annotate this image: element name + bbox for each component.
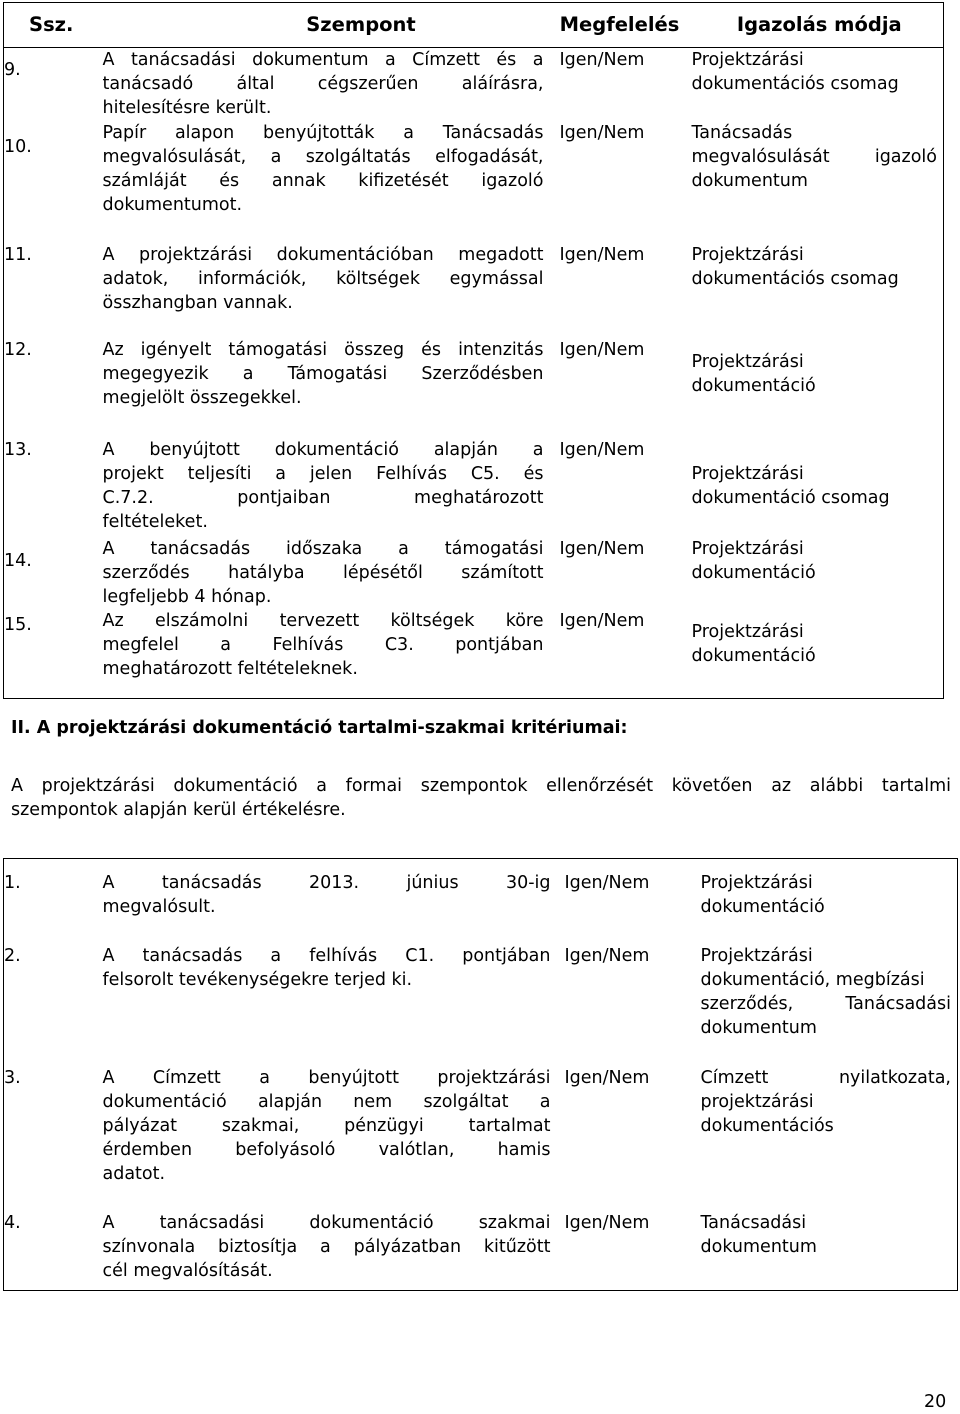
row-proof [686,48,944,121]
proof-line: Címzett nyilatkozata, [700,1067,951,1088]
criterion-line: számláját és annak kifizetését igazoló [102,170,544,191]
proof-line: Projektzárási [691,463,804,484]
row-criterion [99,425,554,535]
proof-line: dokumentáció [700,897,825,917]
proof-line: dokumentum [691,170,808,191]
header-ssz: Ssz. [4,3,99,48]
criteria-table-formal [3,2,944,699]
criterion-line: dokumentáció alapján nem szolgáltat a [102,1091,551,1112]
criterion-line: adatot. [102,1163,166,1184]
header-megfeleles: Megfelelés [554,3,686,48]
criterion-line: színvonala biztosítja a pályázatban kitűzött [102,1236,551,1257]
table-row [4,859,958,932]
criterion-line: legfeljebb 4 hónap. [102,586,272,607]
criterion-line: megvalósulását, a szolgáltatás elfogadását, [102,146,544,167]
proof-line: Tanácsadás [691,122,793,143]
criterion-line: C.7.2. pontjaiban meghatározott [102,487,544,508]
criterion-line: meghatározott feltételeknek. [102,658,358,679]
row-number: 10. [4,136,32,157]
row-proof [686,609,944,699]
row-number: 12. [4,339,32,360]
row-criterion [99,48,554,121]
header-igazolas: Igazolás módja [686,3,944,48]
table-row [4,328,944,425]
criterion-line: tanácsadó által cégszerűen aláírásra, [102,74,544,94]
proof-line: dokumentum [700,1017,817,1038]
proof-line: Projektzárási [700,873,813,893]
proof-line: dokumentáció csomag [691,487,890,508]
row-criterion [99,1054,555,1199]
row-proof [695,1199,958,1291]
row-proof [686,231,944,328]
proof-line: Projektzárási [691,351,804,372]
proof-line: dokumentációs [700,1115,834,1136]
row-proof [695,932,958,1054]
header-szempont: Szempont [99,3,554,48]
row-criterion [99,859,555,932]
table-header-row [4,3,944,48]
table-row [4,609,944,699]
criterion-line: adatok, információk, költségek egymással [102,268,544,289]
proof-line: dokumentáció, megbízási [700,969,925,990]
criterion-line: A benyújtott dokumentáció alapján a [102,439,544,460]
row-answer: Igen/Nem [559,339,645,360]
proof-line: dokumentációs csomag [691,74,899,94]
row-answer: Igen/Nem [559,244,645,265]
criterion-line: szerződés hatályba lépésétől számított [102,562,544,583]
row-answer: Igen/Nem [559,50,645,70]
proof-line: Tanácsadási [700,1212,807,1233]
criterion-line: pályázat szakmai, pénzügyi tartalmat [102,1115,551,1136]
table-row [4,48,944,121]
row-criterion [99,535,554,609]
row-proof [686,121,944,231]
criterion-line: cél megvalósítását. [102,1260,273,1281]
row-number: 11. [4,244,32,265]
section-intro [11,774,951,822]
criterion-line: felsorolt tevékenységekre terjed ki. [102,969,413,990]
row-answer: Igen/Nem [559,439,645,460]
section-heading: II. A projektzárási dokumentáció tartalmi-szakmai kritériumai: [11,718,628,738]
row-number: 13. [4,439,32,460]
table-row [4,231,944,328]
proof-line: Projektzárási [691,244,804,265]
criterion-line: A Címzett a benyújtott projektzárási [102,1067,551,1088]
row-answer: Igen/Nem [559,122,645,143]
proof-line: projektzárási [700,1091,814,1112]
criterion-line: hitelesítésre került. [102,98,272,118]
criterion-line: megjelölt összegekkel. [102,387,302,408]
page-number: 20 [924,1392,947,1412]
criterion-line: Az elszámolni tervezett költségek köre [102,610,544,631]
criterion-line: megegyezik a Támogatási Szerződésben [102,363,544,384]
table-row [4,121,944,231]
table-row [4,535,944,609]
criterion-line: dokumentumot. [102,194,243,215]
row-criterion [99,1199,555,1291]
criterion-line: Papír alapon benyújtották a Tanácsadás [102,122,544,143]
row-answer: Igen/Nem [559,538,645,559]
criterion-line: A tanácsadási dokumentum a Címzett és a [102,50,544,70]
proof-line: dokumentáció [691,375,816,396]
row-proof [686,425,944,535]
row-answer: Igen/Nem [559,610,645,631]
table-row [4,1054,958,1199]
proof-line: Projektzárási [691,50,804,70]
row-criterion [99,932,555,1054]
criterion-line: A tanácsadás 2013. június 30-ig [102,873,551,893]
row-number: 14. [4,550,32,571]
criterion-line: feltételeket. [102,511,208,532]
proof-line: dokumentáció [691,645,816,666]
row-proof [695,1054,958,1199]
criterion-line: megfelel a Felhívás C3. pontjában [102,634,544,655]
row-answer: Igen/Nem [564,1067,650,1088]
criteria-table-content [3,858,958,1291]
criterion-line: érdemben befolyásoló valótlan, hamis [102,1139,551,1160]
row-number: 9. [4,60,21,80]
criterion-line: A tanácsadás a felhívás C1. pontjában [102,945,551,966]
criterion-line: összhangban vannak. [102,292,293,313]
proof-line: megvalósulását igazoló [691,146,937,167]
proof-line: Projektzárási [691,538,804,559]
row-proof [686,535,944,609]
criterion-line: megvalósult. [102,897,216,917]
row-answer: Igen/Nem [564,1212,650,1233]
proof-line: szerződés, Tanácsadási [700,993,951,1014]
row-number: 4. [4,1212,21,1233]
proof-line: dokumentációs csomag [691,268,899,289]
row-answer: Igen/Nem [564,873,650,893]
criterion-line: A tanácsadási dokumentáció szakmai [102,1212,551,1233]
table-row [4,1199,958,1291]
criterion-line: A projektzárási dokumentációban megadott [102,244,544,265]
row-criterion [99,121,554,231]
row-criterion [99,231,554,328]
criterion-line: projekt teljesíti a jelen Felhívás C5. és [102,463,544,484]
table-row [4,932,958,1054]
row-number: 1. [4,873,21,893]
table-row [4,425,944,535]
criterion-line: Az igényelt támogatási összeg és intenzitás [102,339,544,360]
proof-line: dokumentum [700,1236,817,1257]
proof-line: Projektzárási [700,945,813,966]
proof-line: Projektzárási [691,621,804,642]
row-proof [695,859,958,932]
intro-line: szempontok alapján kerül értékelésre. [11,800,346,820]
row-criterion [99,328,554,425]
row-criterion [99,609,554,699]
row-number: 15. [4,614,32,635]
row-answer: Igen/Nem [564,945,650,966]
criterion-line: A tanácsadás időszaka a támogatási [102,538,544,559]
intro-line: A projektzárási dokumentáció a formai szempontok ellenőrzését követően az alábbi tartalmi [11,776,951,796]
row-number: 3. [4,1067,21,1088]
proof-line: dokumentáció [691,562,816,583]
row-number: 2. [4,945,21,966]
row-proof [686,328,944,425]
